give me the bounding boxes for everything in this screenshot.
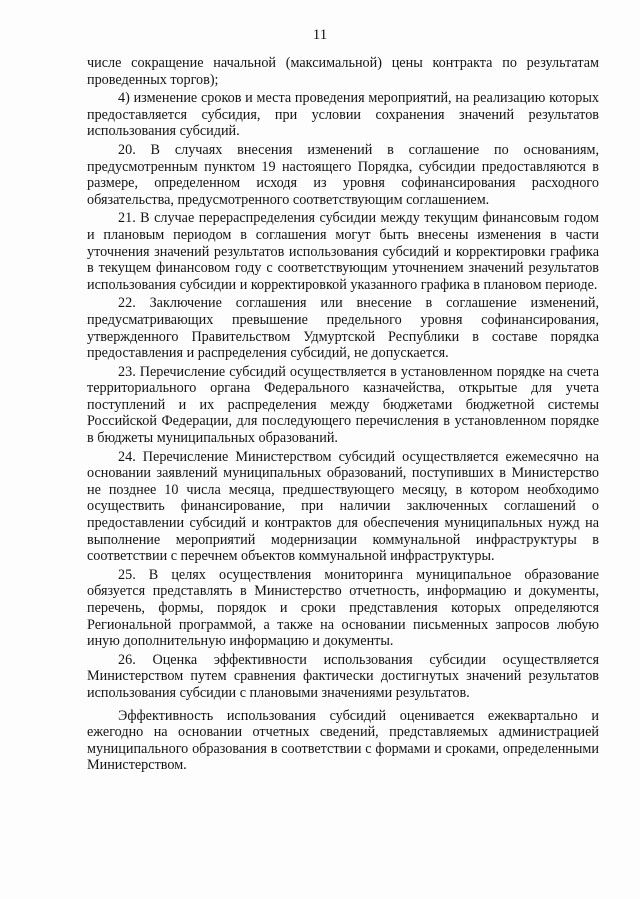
paragraph-21: 21. В случае перераспределения субсидии между текущим финансовым годом и плановым периодом в соглашения могут быть внесены изменения в части уточнения значений результатов использования субсидий и корректировки графика в текущем финансовом году с соответствующим уточнением значений результатов использования субсидии и корректировкой указанного графика в плановом периоде.: [87, 210, 599, 293]
paragraph-26: 26. Оценка эффективности использования субсидии осуществляется Министерством путем сравнения фактически достигнутых значений результатов использования субсидии с плановыми значениями результатов.: [87, 651, 599, 701]
paragraph-25: 25. В целях осуществления мониторинга муниципальное образование обязуется представлять в Министерство отчетность, информацию и документы, перечень, формы, порядок и сроки представления которых определяются Региональной программой, а также на основании письменных запросов любую иную дополнительную информацию и документы.: [87, 566, 599, 650]
paragraph-22: 22. Заключение соглашения или внесение в соглашение изменений, предусматривающих превышение предельного уровня софинансирования, утвержденного Правительством Удмуртской Республики в составе порядка предоставления и распределения субсидий, не допускается.: [87, 295, 599, 362]
document-body: [87, 55, 599, 776]
paragraph-23: 23. Перечисление субсидий осуществляется в установленном порядке на счета территориального органа Федерального казначейства, открытые для учета поступлений и их распределения между бюджетами бюджетной системы Российской Федерации, для последующего перечисления в установленном порядке в бюджеты муниципальных образований.: [87, 363, 599, 447]
page-number: 11: [312, 27, 328, 43]
paragraph-efficiency: Эффективность использования субсидий оценивается ежеквартально и ежегодно на основании отчетных сведений, представляемых администрацией муниципального образования в соответствии с формами и сроками, определенными Министерством.: [87, 707, 599, 774]
paragraph-24: 24. Перечисление Министерством субсидий осуществляется ежемесячно на основании заявлений муниципальных образований, поступивших в Министерство не позднее 10 числа месяца, предшествующего месяцу, в котором необходимо осуществить финансирование, при наличии заключенных соглашений о предоставлении субсидий и контрактов для обеспечения муниципальных нужд на выполнение мероприятий модернизации коммунальной инфраструктуры в соответствии с перечнем объектов коммунальной инфраструктуры.: [87, 448, 599, 565]
paragraph-continuation: числе сокращение начальной (максимальной) цены контракта по результатам проведенных торгов);: [87, 55, 599, 88]
paragraph-item-4: 4) изменение сроков и места проведения мероприятий, на реализацию которых предоставляется субсидия, при условии сохранения значений результатов использования субсидий.: [87, 90, 599, 140]
paragraph-20: 20. В случаях внесения изменений в соглашение по основаниям, предусмотренным пунктом 19 настоящего Порядка, субсидии предоставляются в размере, определенном исходя из уровня софинансирования расходного обязательства, предусмотренного соответствующим соглашением.: [87, 141, 599, 208]
